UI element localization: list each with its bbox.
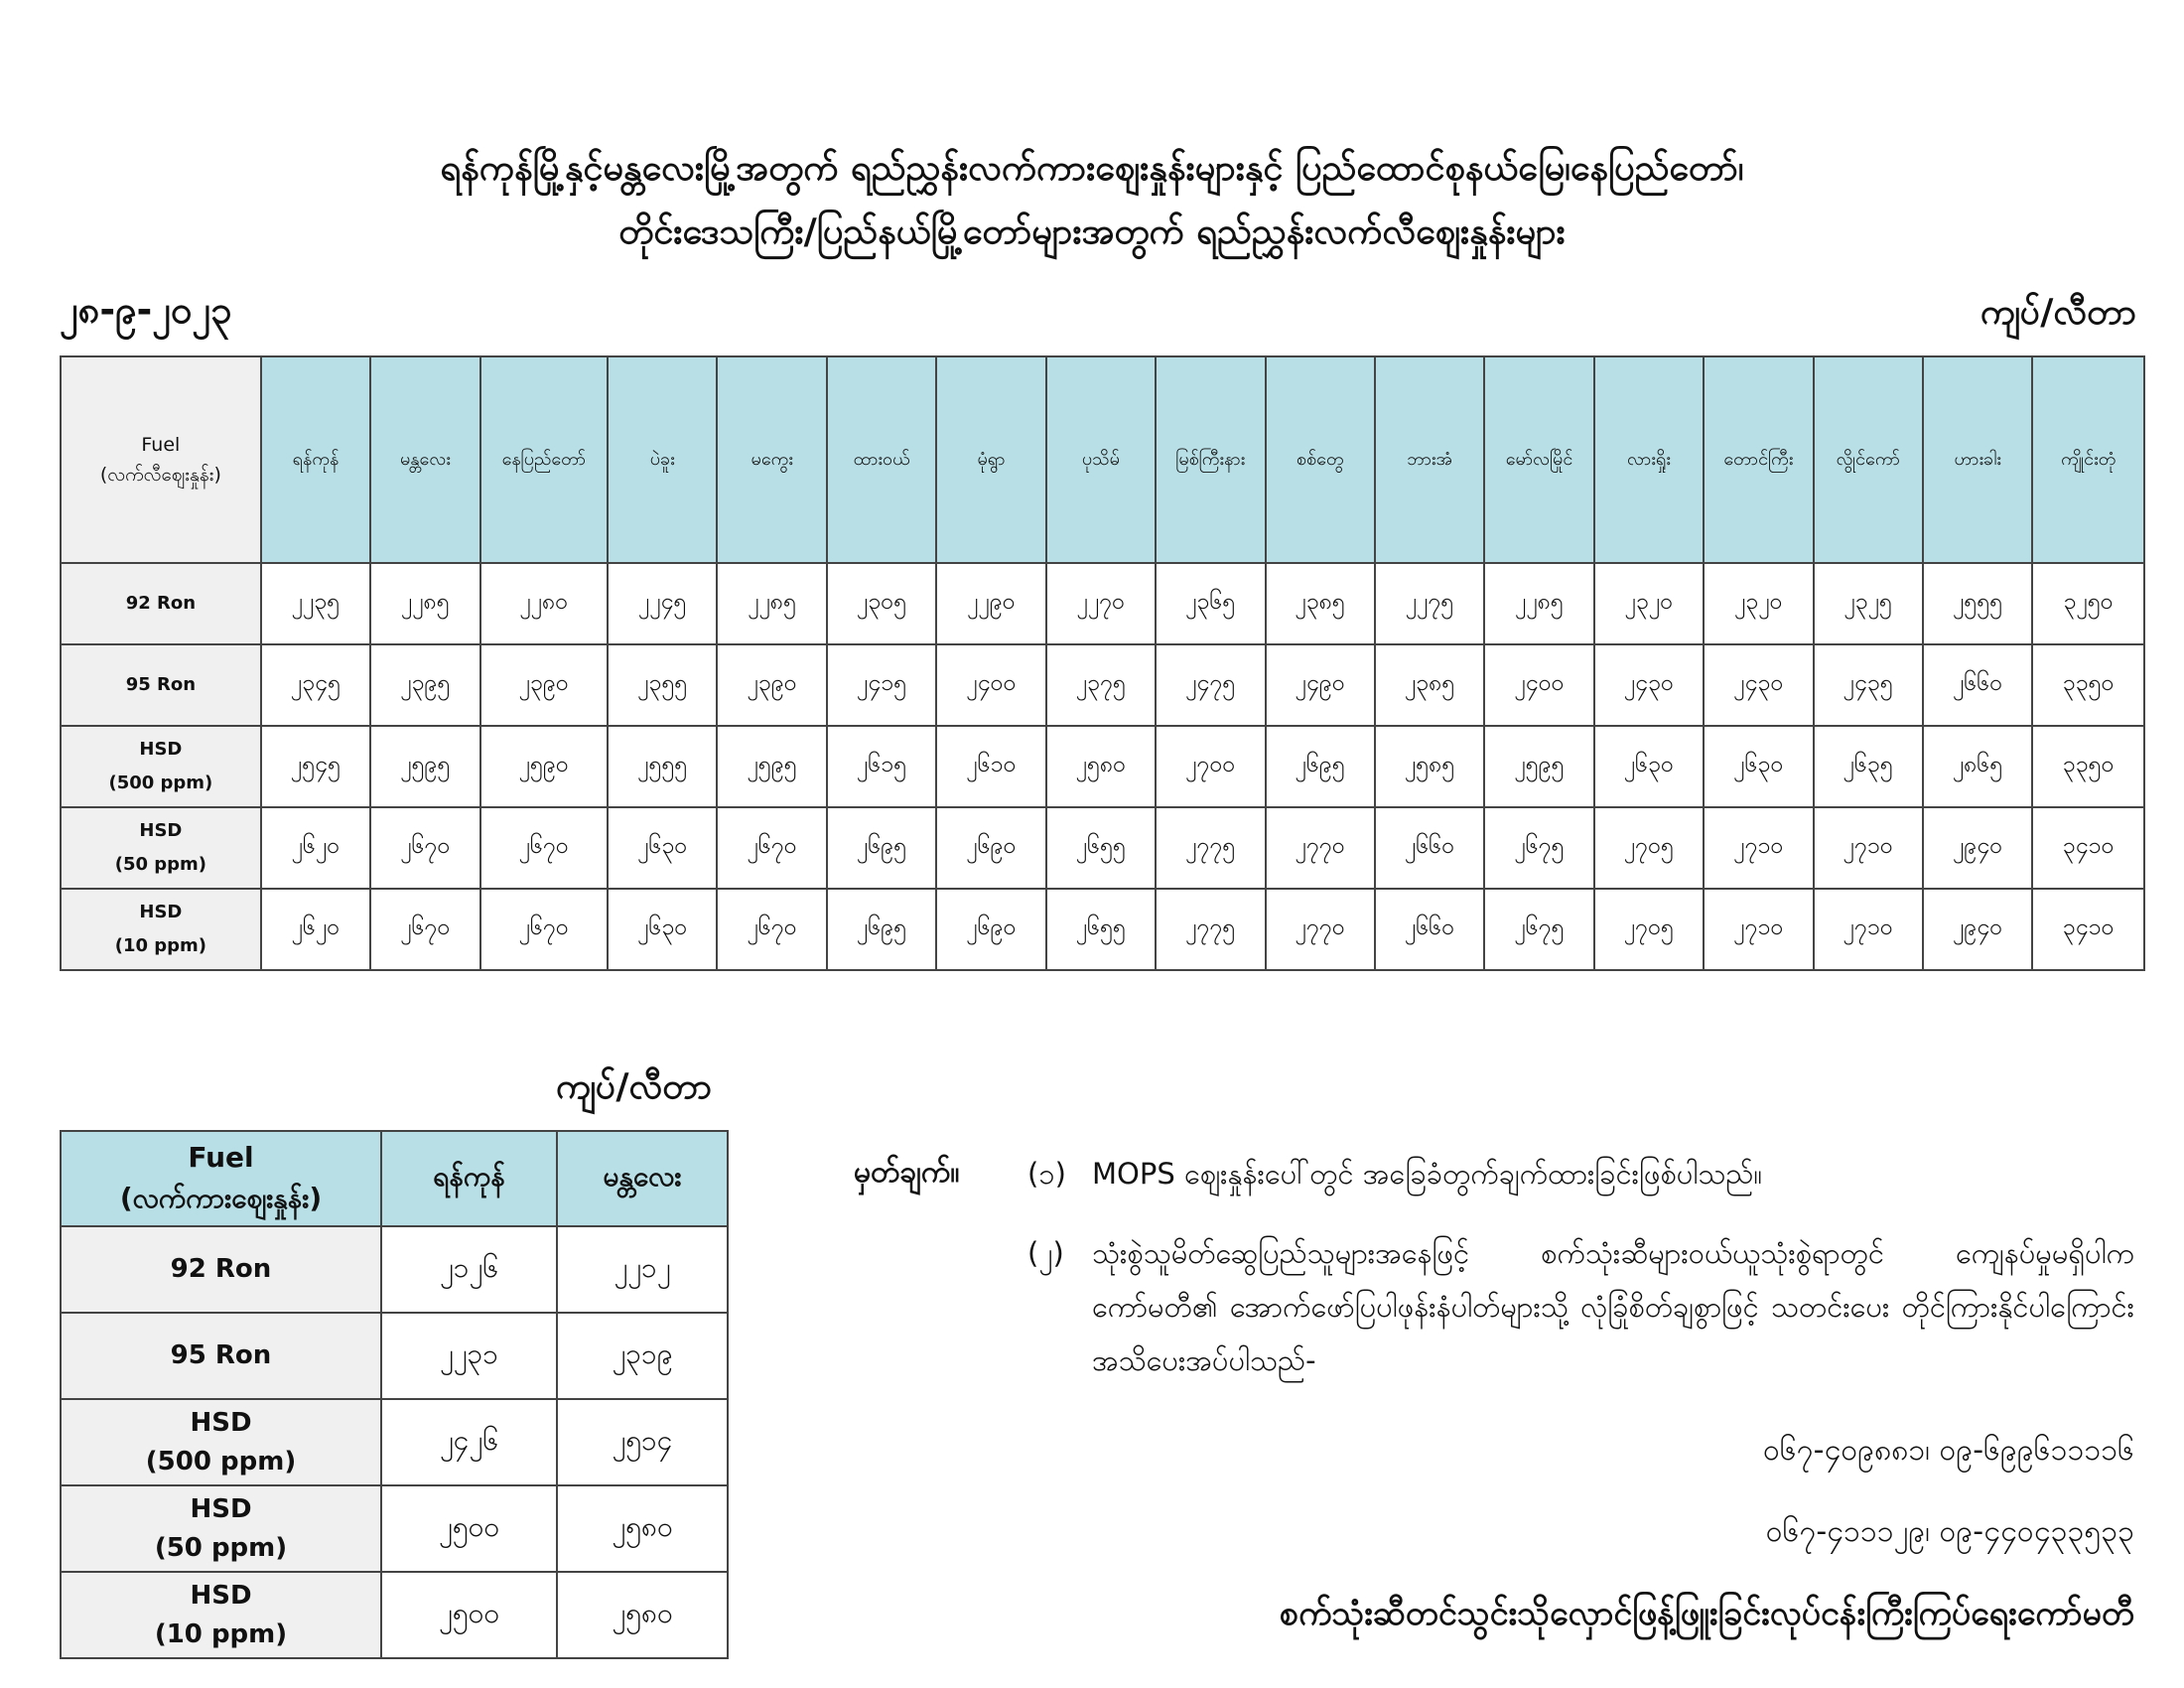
city-header: ထားဝယ်: [827, 356, 936, 563]
phone-numbers-1: ၀၆၇-၄၀၉၈၈၁၊ ၀၉-၆၉၉၆၁၁၁၁၆: [1763, 1433, 2134, 1468]
city-header: မုံရွာ: [936, 356, 1045, 563]
price-cell: ၂၆၃၀: [608, 889, 717, 970]
price-cell: ၂၂၈၀: [480, 563, 608, 644]
fuel-header-line-1: Fuel: [141, 433, 181, 456]
price-cell: ၂၁၂၆: [381, 1226, 557, 1313]
price-cell: ၂၃၉၅: [370, 644, 479, 726]
price-cell: ၂၃၉၀: [717, 644, 826, 726]
table-row: [61, 644, 2144, 726]
price-cell: ၂၄၇၅: [1156, 644, 1265, 726]
fuel-name: HSD: [139, 901, 183, 922]
price-cell: ၂၃၅၅: [608, 644, 717, 726]
city-header: လားရှိုး: [1594, 356, 1704, 563]
price-cell: ၂၃၀၅: [827, 563, 936, 644]
price-cell: ၂၄၂၆: [381, 1399, 557, 1485]
note-text: သုံးစွဲသူမိတ်ဆွေပြည်သူများအနေဖြင့် စက်သုံးဆီများဝယ်ယူသုံးစွဲရာတွင် ကျေနပ်မှုမရှိပါက ကော်မတီ၏ အောက်ဖော်ပြပါဖုန်းနံပါတ်များသို့ လုံခြုံစိတ်ချစွာဖြင့် သတင်းပေး တိုင်ကြားနိုင်ပါကြောင်း အသိပေးအပ်ပါသည်-: [1092, 1236, 2134, 1377]
price-cell: ၂၅၉၅: [370, 726, 479, 807]
price-cell: ၂၆၂၀: [261, 807, 370, 889]
price-cell: ၂၅၄၅: [261, 726, 370, 807]
price-cell: ၂၆၇၀: [370, 889, 479, 970]
table-row: [61, 1572, 728, 1658]
city-header: ပဲခူး: [608, 356, 717, 563]
city-header: ရန်ကုန်: [381, 1131, 557, 1226]
price-cell: ၂၂၁၂: [557, 1226, 728, 1313]
price-cell: ၂၃၄၅: [261, 644, 370, 726]
fuel-name: HSD: [190, 1493, 252, 1524]
price-cell: ၂၇၁၀: [1814, 807, 1923, 889]
city-header: ပုသိမ်: [1046, 356, 1156, 563]
price-cell: ၂၃၂၀: [1594, 563, 1704, 644]
price-cell: ၂၃၆၅: [1156, 563, 1265, 644]
price-cell: ၂၅၈၅: [1375, 726, 1484, 807]
fuel-name: HSD: [139, 819, 183, 841]
price-cell: ၂၄၃၀: [1594, 644, 1704, 726]
price-cell: ၂၂၄၅: [608, 563, 717, 644]
note-item-2: [1027, 1226, 2134, 1387]
price-cell: ၂၆၉၅: [1266, 726, 1375, 807]
wholesale-price-table: [60, 1130, 729, 1659]
price-cell: ၂၆၉၅: [827, 807, 936, 889]
price-cell: ၂၄၃၀: [1704, 644, 1813, 726]
price-cell: ၂၆၇၀: [480, 807, 608, 889]
city-header: ဘားအံ: [1375, 356, 1484, 563]
price-cell: ၂၄၉၀: [1266, 644, 1375, 726]
fuel-header-line-1: Fuel: [188, 1141, 254, 1175]
price-cell: ၂၆၇၅: [1484, 889, 1593, 970]
fuel-grade: (500 ppm): [108, 773, 213, 793]
phone-numbers-2: ၀၆၇-၄၁၁၁၂၉၊ ၀၉-၄၄၀၄၃၃၅၃၃: [1765, 1514, 2134, 1549]
city-header: မော်လမြိုင်: [1484, 356, 1593, 563]
price-cell: ၂၆၇၀: [717, 889, 826, 970]
city-header: ရန်ကုန်: [261, 356, 370, 563]
price-cell: ၂၆၇၀: [370, 807, 479, 889]
fuel-type-cell: [61, 889, 261, 970]
city-header: မြစ်ကြီးနား: [1156, 356, 1265, 563]
price-cell: ၂၇၁၀: [1704, 807, 1813, 889]
price-cell: ၂၅၅၅: [1923, 563, 2032, 644]
price-cell: ၂၆၅၅: [1046, 807, 1156, 889]
fuel-name: 95 Ron: [125, 673, 197, 695]
price-cell: ၂၆၇၅: [1484, 807, 1593, 889]
wholesale-unit-label: ကျပ်/လီတာ: [556, 1066, 713, 1107]
price-cell: ၂၇၇၅: [1156, 889, 1265, 970]
price-cell: ၂၆၁၀: [936, 726, 1045, 807]
fuel-grade: (50 ppm): [114, 854, 207, 875]
price-cell: ၂၅၈၀: [557, 1572, 728, 1658]
price-cell: ၂၇၀၅: [1594, 889, 1704, 970]
price-cell: ၂၃၂၀: [1704, 563, 1813, 644]
table-row: [61, 1313, 728, 1399]
price-cell: ၂၇၀၀: [1156, 726, 1265, 807]
fuel-grade: (50 ppm): [154, 1532, 288, 1563]
price-cell: ၂၆၅၅: [1046, 889, 1156, 970]
price-cell: ၂၆၃၀: [1704, 726, 1813, 807]
price-cell: ၂၆၃၅: [1814, 726, 1923, 807]
retail-header-row: [61, 356, 2144, 563]
retail-price-table: [60, 355, 2145, 971]
price-cell: ၂၆၂၀: [261, 889, 370, 970]
price-cell: ၂၆၆၀: [1375, 889, 1484, 970]
price-cell: ၂၅၉၅: [1484, 726, 1593, 807]
fuel-type-cell: [61, 1572, 381, 1658]
price-cell: ၃၂၅၀: [2032, 563, 2144, 644]
fuel-type-cell: [61, 1485, 381, 1572]
price-cell: ၃၃၅၀: [2032, 644, 2144, 726]
city-header: မန္တလေး: [370, 356, 479, 563]
price-cell: ၂၃၁၉: [557, 1313, 728, 1399]
city-header: နေပြည်တော်: [480, 356, 608, 563]
document-date: ၂၈-၉-၂၀၂၃: [60, 288, 232, 332]
note-text: MOPS ဈေးနှုန်းပေါ်တွင် အခြေခံတွက်ချက်ထားခြင်းဖြစ်ပါသည်။: [1092, 1157, 1763, 1191]
city-header: မန္တလေး: [557, 1131, 728, 1226]
price-cell: ၃၃၅၀: [2032, 726, 2144, 807]
price-cell: ၂၆၃၀: [1594, 726, 1704, 807]
price-cell: ၂၃၈၅: [1266, 563, 1375, 644]
fuel-type-cell: [61, 644, 261, 726]
price-cell: ၂၄၃၅: [1814, 644, 1923, 726]
price-cell: ၂၅၁၄: [557, 1399, 728, 1485]
fuel-name: HSD: [190, 1580, 252, 1611]
price-cell: ၂၃၈၅: [1375, 644, 1484, 726]
committee-signature: စက်သုံးဆီတင်သွင်းသိုလှောင်ဖြန့်ဖြူးခြင်းလုပ်ငန်းကြီးကြပ်ရေးကော်မတီ: [1280, 1594, 2134, 1633]
fuel-name: 92 Ron: [170, 1254, 272, 1284]
price-cell: ၂၈၆၅: [1923, 726, 2032, 807]
table-row: [61, 1226, 728, 1313]
fuel-header-line-2: (လက်လီဈေးနှုန်း): [99, 464, 221, 486]
price-cell: ၂၆၉၅: [827, 889, 936, 970]
fuel-grade: (10 ppm): [154, 1618, 288, 1649]
price-cell: ၂၅၀၀: [381, 1572, 557, 1658]
price-cell: ၂၇၁၀: [1814, 889, 1923, 970]
price-cell: ၂၆၇၀: [717, 807, 826, 889]
fuel-column-header: [61, 1131, 381, 1226]
table-row: [61, 1399, 728, 1485]
price-cell: ၂၆၆၀: [1375, 807, 1484, 889]
table-row: [61, 726, 2144, 807]
price-cell: ၂၉၄၀: [1923, 807, 2032, 889]
price-cell: ၂၅၀၀: [381, 1485, 557, 1572]
price-cell: ၃၄၁၀: [2032, 807, 2144, 889]
note-item-1: [1027, 1147, 2134, 1200]
fuel-name: 92 Ron: [125, 592, 197, 614]
price-cell: ၂၆၃၀: [608, 807, 717, 889]
price-cell: ၂၅၅၅: [608, 726, 717, 807]
fuel-column-header: [61, 356, 261, 563]
city-header: ဟားခါး: [1923, 356, 2032, 563]
table-row: [61, 807, 2144, 889]
price-cell: ၂၃၇၅: [1046, 644, 1156, 726]
fuel-type-cell: [61, 563, 261, 644]
price-cell: ၂၇၇၀: [1266, 807, 1375, 889]
fuel-type-cell: [61, 726, 261, 807]
price-cell: ၂၂၉၀: [936, 563, 1045, 644]
price-cell: ၂၂၃၅: [261, 563, 370, 644]
retail-unit-label: ကျပ်/လီတာ: [1979, 292, 2136, 333]
price-cell: ၂၅၉၀: [480, 726, 608, 807]
city-header: စစ်တွေ: [1266, 356, 1375, 563]
price-cell: ၂၂၇၀: [1046, 563, 1156, 644]
wholesale-header-row: [61, 1131, 728, 1226]
price-cell: ၂၃၉၀: [480, 644, 608, 726]
table-row: [61, 889, 2144, 970]
fuel-type-cell: [61, 1226, 381, 1313]
price-cell: ၂၄၀၀: [1484, 644, 1593, 726]
fuel-grade: (500 ppm): [145, 1446, 297, 1477]
table-row: [61, 1485, 728, 1572]
price-cell: ၂၇၇၅: [1156, 807, 1265, 889]
price-cell: ၂၆၇၀: [480, 889, 608, 970]
fuel-header-line-2: (လက်ကားဈေးနှုန်း): [119, 1182, 323, 1214]
price-cell: ၂၇၀၅: [1594, 807, 1704, 889]
price-cell: ၂၆၆၀: [1923, 644, 2032, 726]
fuel-grade: (10 ppm): [114, 935, 207, 956]
fuel-name: 95 Ron: [170, 1340, 272, 1370]
price-cell: ၂၂၈၅: [1484, 563, 1593, 644]
title-line-2: တိုင်းဒေသကြီး/ပြည်နယ်မြို့တော်များအတွက် ရည်ညွှန်းလက်လီဈေးနှုန်းများ: [618, 211, 1566, 252]
price-cell: ၂၆၉၀: [936, 807, 1045, 889]
price-cell: ၂၅၉၅: [717, 726, 826, 807]
price-cell: ၂၇၁၀: [1704, 889, 1813, 970]
price-cell: ၂၂၈၅: [370, 563, 479, 644]
price-cell: ၂၃၂၅: [1814, 563, 1923, 644]
city-header: တောင်ကြီး: [1704, 356, 1813, 563]
fuel-type-cell: [61, 1399, 381, 1485]
title-line-1: ရန်ကုန်မြို့နှင့်မန္တလေးမြို့အတွက် ရည်ညွှန်းလက်ကားဈေးနှုန်းများနှင့် ပြည်ထောင်စုနယ်မြေ၊နေပြည်တော်၊: [440, 148, 1744, 189]
fuel-name: HSD: [139, 738, 183, 760]
city-header: ကျိုင်းတုံ: [2032, 356, 2144, 563]
price-cell: ၂၅၈၀: [557, 1485, 728, 1572]
note-number: (၁): [1027, 1157, 1066, 1191]
price-cell: ၂၄၁၅: [827, 644, 936, 726]
price-cell: ၂၂၇၅: [1375, 563, 1484, 644]
price-cell: ၂၂၃၁: [381, 1313, 557, 1399]
price-cell: ၂၉၄၀: [1923, 889, 2032, 970]
price-cell: ၂၄၀၀: [936, 644, 1045, 726]
price-cell: ၂၇၇၀: [1266, 889, 1375, 970]
fuel-type-cell: [61, 807, 261, 889]
price-cell: ၂၆၁၅: [827, 726, 936, 807]
table-row: [61, 563, 2144, 644]
fuel-type-cell: [61, 1313, 381, 1399]
price-cell: ၂၅၈၀: [1046, 726, 1156, 807]
price-cell: ၂၆၉၀: [936, 889, 1045, 970]
note-number: (၂): [1027, 1236, 1064, 1270]
fuel-name: HSD: [190, 1407, 252, 1438]
price-cell: ၂၂၈၅: [717, 563, 826, 644]
city-header: မကွေး: [717, 356, 826, 563]
notes-label: မှတ်ချက်။: [854, 1155, 960, 1190]
city-header: လွိုင်ကော်: [1814, 356, 1923, 563]
price-cell: ၃၄၁၀: [2032, 889, 2144, 970]
